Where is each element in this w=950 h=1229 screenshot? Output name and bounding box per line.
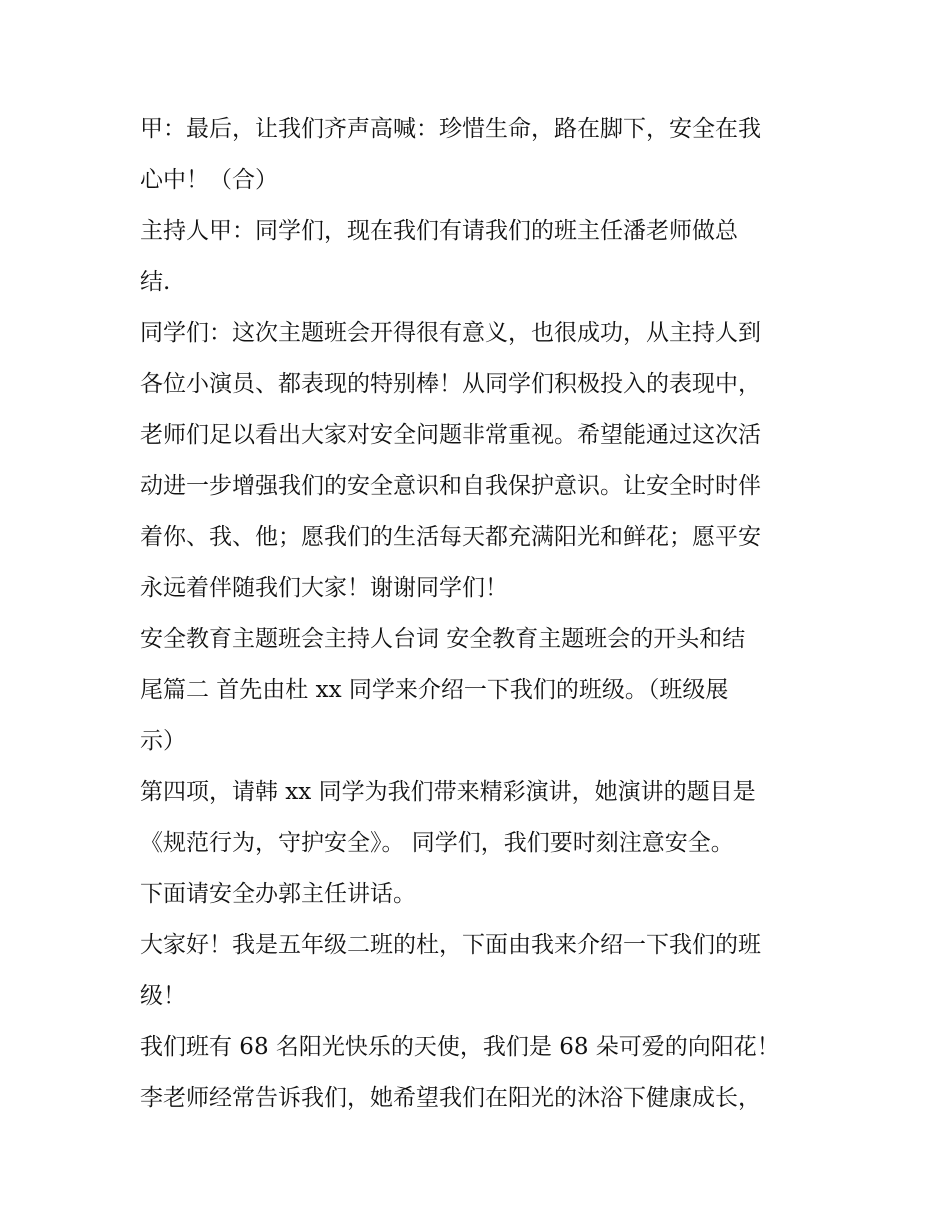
- text-line: 永远着伴随我们大家！谢谢同学们！: [140, 575, 508, 601]
- text-line: 第四项，请韩 xx 同学为我们带来精彩演讲，她演讲的题目是: [140, 779, 756, 805]
- text-line: 大家好！我是五年级二班的杜，下面由我来介绍一下我们的班: [140, 932, 761, 958]
- text-line: 甲：最后，让我们齐声高喊：珍惜生命，路在脚下，安全在我: [140, 116, 761, 142]
- text-line: 老师们足以看出大家对安全问题非常重视。希望能通过这次活: [140, 422, 761, 448]
- text-line: 心中！（合）: [140, 167, 278, 193]
- text-line: 示）: [140, 728, 186, 754]
- text-line: 各位小演员、都表现的特别棒！从同学们积极投入的表现中，: [140, 371, 761, 397]
- text-line: 着你、我、他；愿我们的生活每天都充满阳光和鲜花；愿平安: [140, 524, 761, 550]
- text-line: 同学们：这次主题班会开得很有意义，也很成功，从主持人到: [140, 320, 761, 346]
- text-line: 结.: [140, 269, 171, 295]
- text-line: 《规范行为，守护安全》。 同学们，我们要时刻注意安全。: [140, 830, 734, 856]
- text-line: 动进一步增强我们的安全意识和自我保护意识。让安全时时伴: [140, 473, 761, 499]
- text-line: 我们班有 68 名阳光快乐的天使，我们是 68 朵可爱的向阳花！: [140, 1034, 780, 1060]
- text-line: 主持人甲：同学们，现在我们有请我们的班主任潘老师做总: [140, 218, 738, 244]
- text-line: 李老师经常告诉我们，她希望我们在阳光的沐浴下健康成长，: [140, 1085, 761, 1111]
- text-line: 下面请安全办郭主任讲话。: [140, 881, 416, 907]
- text-line: 级！: [140, 983, 186, 1009]
- text-line: 尾篇二 首先由杜 xx 同学来介绍一下我们的班级。（班级展: [140, 677, 729, 703]
- document-body: [140, 104, 820, 1124]
- text-line: 安全教育主题班会主持人台词 安全教育主题班会的开头和结: [140, 626, 746, 652]
